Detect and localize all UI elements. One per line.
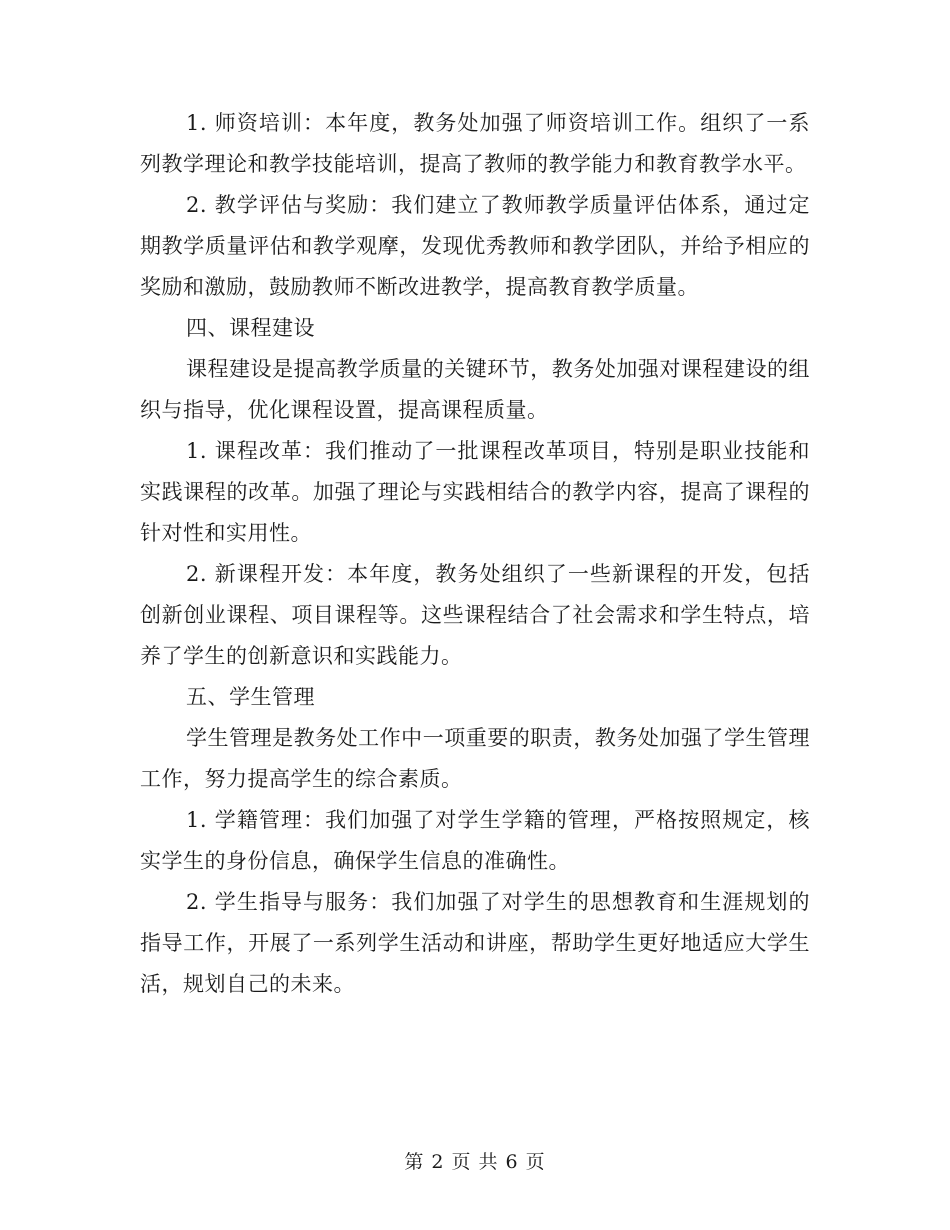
paragraph-teaching-evaluation: 2. 教学评估与奖励：我们建立了教师教学质量评估体系，通过定期教学质量评估和教学观摩，发现优秀教师和教学团队，并给予相应的奖励和激励，鼓励教师不断改进教学，提高教育教学质量。 <box>140 193 810 299</box>
document-body <box>140 103 810 1005</box>
paragraph-course-reform: 1. 课程改革：我们推动了一批课程改革项目，特别是职业技能和实践课程的改革。加强了理论与实践相结合的教学内容，提高了课程的针对性和实用性。 <box>140 439 810 545</box>
paragraph-student-guidance: 2. 学生指导与服务：我们加强了对学生的思想教育和生涯规划的指导工作，开展了一系列学生活动和讲座，帮助学生更好地适应大学生活，规划自己的未来。 <box>140 890 810 996</box>
paragraph-new-course-development: 2. 新课程开发：本年度，教务处组织了一些新课程的开发，包括创新创业课程、项目课程等。这些课程结合了社会需求和学生特点，培养了学生的创新意识和实践能力。 <box>140 562 810 668</box>
paragraph-course-construction-intro: 课程建设是提高教学质量的关键环节，教务处加强对课程建设的组织与指导，优化课程设置，提高课程质量。 <box>140 357 810 422</box>
section-heading-course-construction: 四、课程建设 <box>186 316 315 340</box>
paragraph-teacher-training: 1. 师资培训：本年度，教务处加强了师资培训工作。组织了一系列教学理论和教学技能培训，提高了教师的教学能力和教育教学水平。 <box>140 111 810 176</box>
paragraph-student-management-intro: 学生管理是教务处工作中一项重要的职责，教务处加强了学生管理工作，努力提高学生的综合素质。 <box>140 726 810 791</box>
section-heading-student-management: 五、学生管理 <box>186 685 315 709</box>
page-number-footer: 第 2 页 共 6 页 <box>404 1151 546 1173</box>
paragraph-enrollment-management: 1. 学籍管理：我们加强了对学生学籍的管理，严格按照规定，核实学生的身份信息，确保学生信息的准确性。 <box>140 808 810 873</box>
